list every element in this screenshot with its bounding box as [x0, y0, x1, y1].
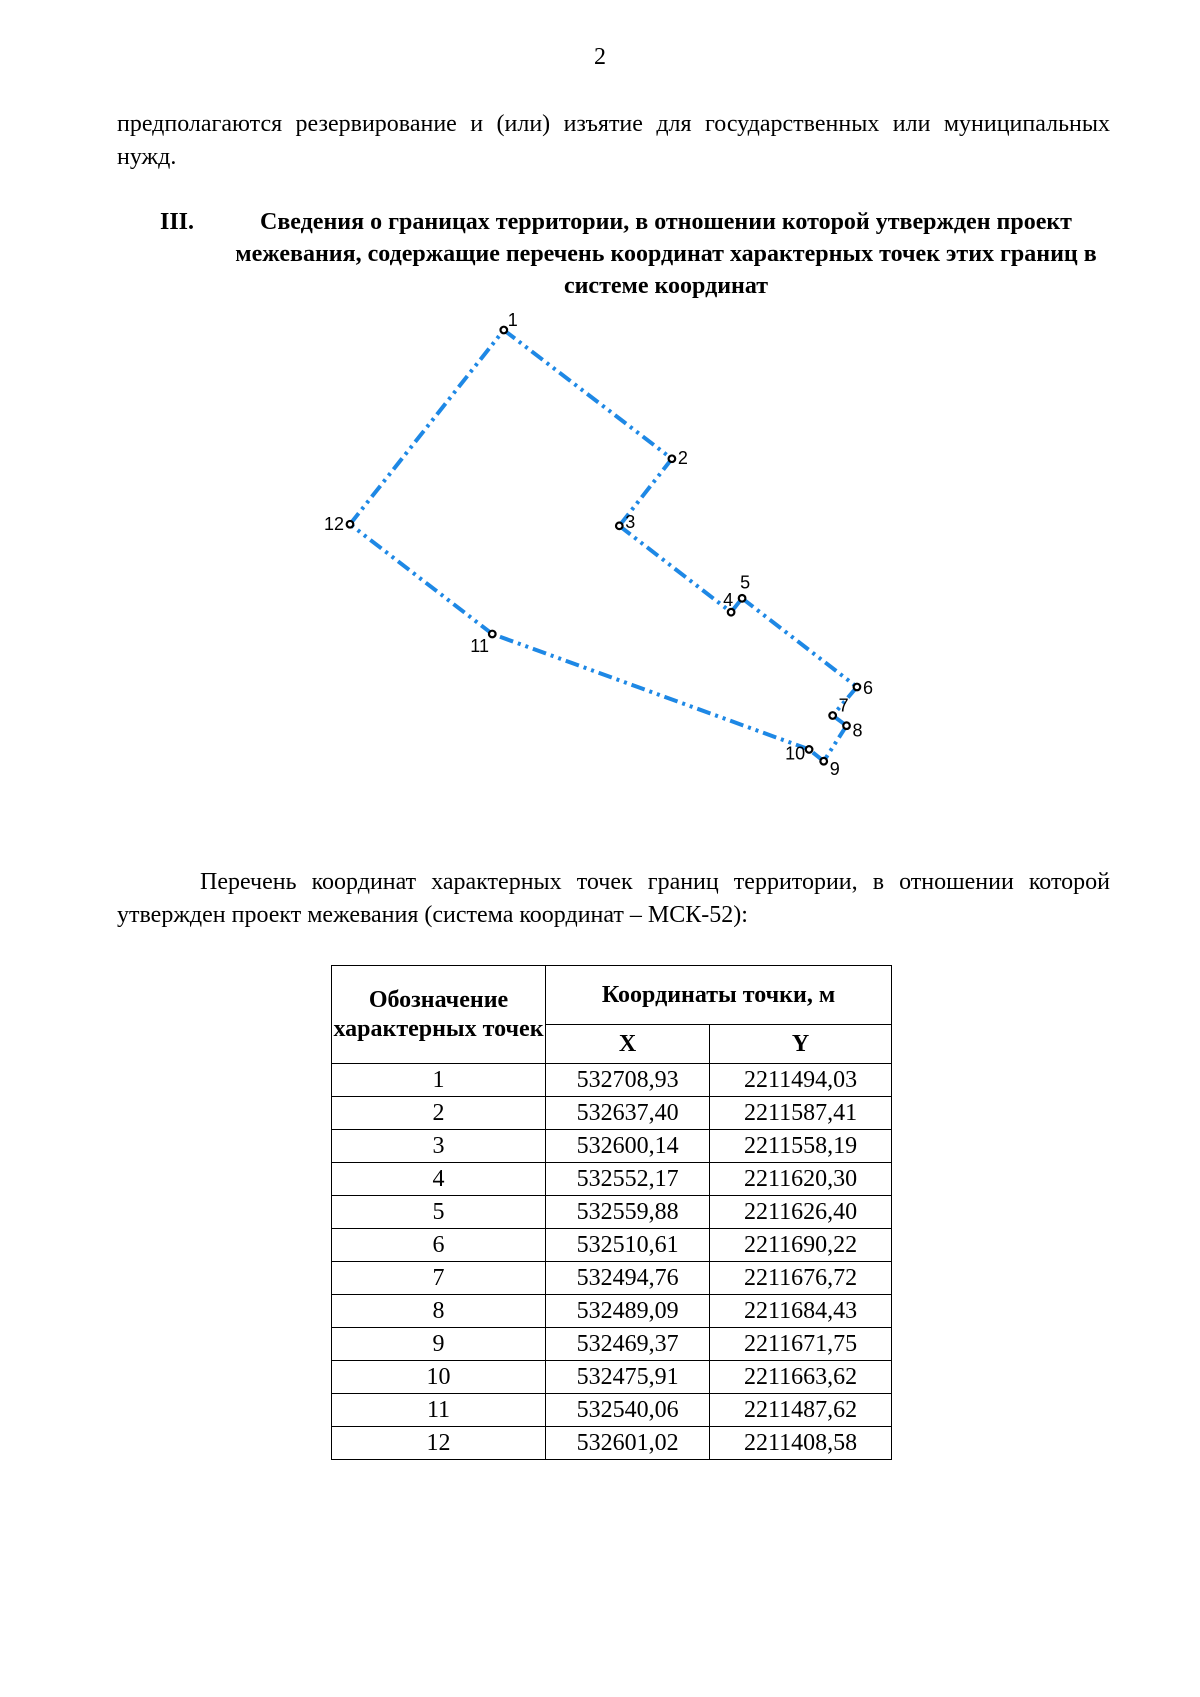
- point-label: 2: [677, 447, 688, 468]
- cell-y: 2211690,22: [710, 1229, 892, 1262]
- cell-y: 2211663,62: [710, 1361, 892, 1394]
- cell-y: 2211558,19: [710, 1130, 892, 1163]
- boundary-point: [820, 758, 827, 765]
- cell-x: 532559,88: [546, 1196, 710, 1229]
- boundary-point: [739, 595, 746, 602]
- point-label: 8: [852, 720, 863, 741]
- point-label: 9: [829, 759, 840, 780]
- boundary-scheme: [324, 310, 940, 790]
- boundary-point: [854, 684, 861, 691]
- section-number: III.: [160, 209, 195, 235]
- table-row: [332, 1097, 892, 1130]
- cell-x: 532489,09: [546, 1295, 710, 1328]
- table-row: [332, 1229, 892, 1262]
- cell-y: 2211408,58: [710, 1427, 892, 1460]
- cell-point: 1: [332, 1064, 546, 1097]
- boundary-point: [806, 746, 813, 753]
- table-row: [332, 1394, 892, 1427]
- cell-x: 532708,93: [546, 1064, 710, 1097]
- boundary-point: [843, 722, 850, 729]
- cell-x: 532475,91: [546, 1361, 710, 1394]
- table-row: [332, 1196, 892, 1229]
- table-row: [332, 1361, 892, 1394]
- boundary-segment: [504, 330, 672, 459]
- cell-y: 2211684,43: [710, 1295, 892, 1328]
- table-row: [332, 1130, 892, 1163]
- cell-y: 2211620,30: [710, 1163, 892, 1196]
- point-label: 6: [862, 677, 873, 698]
- point-label: 4: [723, 590, 734, 611]
- cell-point: 9: [332, 1328, 546, 1361]
- boundary-segment: [619, 526, 734, 612]
- point-label: 10: [785, 743, 806, 764]
- point-label: 7: [838, 695, 849, 716]
- boundary-point: [669, 455, 676, 462]
- point-label: 3: [625, 511, 636, 532]
- table-row: [332, 1064, 892, 1097]
- cell-x: 532637,40: [546, 1097, 710, 1130]
- point-label: 11: [470, 635, 489, 656]
- cell-y: 2211626,40: [710, 1196, 892, 1229]
- page-number: 2: [594, 44, 606, 70]
- table-row: [332, 1262, 892, 1295]
- header-designation: Обозначение характерных точек: [332, 966, 546, 1064]
- table-row: [332, 1163, 892, 1196]
- header-coordinates: Координаты точки, м: [546, 966, 892, 1025]
- cell-y: 2211487,62: [710, 1394, 892, 1427]
- boundary-point: [616, 523, 623, 530]
- point-label: 1: [507, 310, 518, 330]
- cell-point: 8: [332, 1295, 546, 1328]
- table-row: [332, 1328, 892, 1361]
- section-title: Сведения о границах территории, в отношении которой утвержден проект межевания, содержащие перечень координат характерных точек этих границ в системе координат: [235, 209, 1097, 299]
- boundary-point: [489, 631, 496, 638]
- cell-point: 6: [332, 1229, 546, 1262]
- cell-point: 12: [332, 1427, 546, 1460]
- cell-x: 532540,06: [546, 1394, 710, 1427]
- table-row: [332, 1295, 892, 1328]
- cell-point: 2: [332, 1097, 546, 1130]
- intro-paragraph: предполагаются резервирование и (или) изъятие для государственных или муниципальных нужд.: [117, 111, 1110, 170]
- boundary-segment: [350, 524, 492, 634]
- cell-point: 5: [332, 1196, 546, 1229]
- boundary-segment: [824, 726, 847, 761]
- cell-y: 2211671,75: [710, 1328, 892, 1361]
- boundary-point: [501, 327, 508, 334]
- table-intro-paragraph: Перечень координат характерных точек границ территории, в отношении которой утвержден проект межевания (система координат – МСК-52):: [117, 869, 1110, 928]
- cell-y: 2211587,41: [710, 1097, 892, 1130]
- point-label: 12: [324, 514, 345, 535]
- cell-x: 532552,17: [546, 1163, 710, 1196]
- cell-x: 532601,02: [546, 1427, 710, 1460]
- cell-x: 532494,76: [546, 1262, 710, 1295]
- cell-point: 7: [332, 1262, 546, 1295]
- boundary-segment: [350, 330, 504, 524]
- cell-y: 2211494,03: [710, 1064, 892, 1097]
- cell-point: 3: [332, 1130, 546, 1163]
- boundary-point: [347, 521, 354, 528]
- cell-point: 11: [332, 1394, 546, 1427]
- boundary-point: [829, 712, 836, 719]
- header-y: Y: [710, 1025, 892, 1064]
- cell-x: 532510,61: [546, 1229, 710, 1262]
- header-x: X: [546, 1025, 710, 1064]
- cell-x: 532600,14: [546, 1130, 710, 1163]
- boundary-segment: [492, 634, 809, 749]
- cell-y: 2211676,72: [710, 1262, 892, 1295]
- point-label: 5: [740, 572, 751, 593]
- cell-point: 4: [332, 1163, 546, 1196]
- cell-x: 532469,37: [546, 1328, 710, 1361]
- table-row: [332, 1427, 892, 1460]
- boundary-segment: [742, 598, 857, 687]
- coordinates-table: [331, 965, 892, 1460]
- cell-point: 10: [332, 1361, 546, 1394]
